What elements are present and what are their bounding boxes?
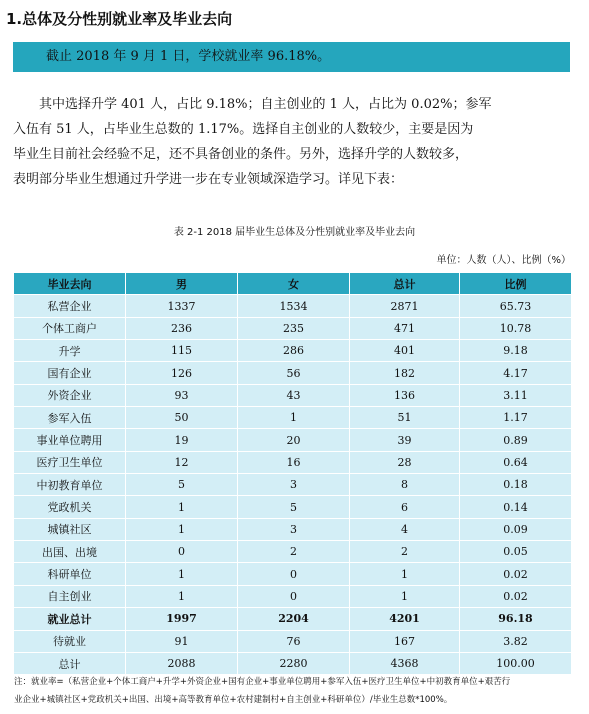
value-cell: 1 — [350, 563, 460, 585]
table-header-row — [14, 273, 572, 295]
value-cell: 1.17 — [460, 407, 572, 429]
value-cell: 1 — [126, 496, 238, 518]
value-cell: 0 — [126, 541, 238, 563]
value-cell: 19 — [126, 429, 238, 451]
value-cell: 115 — [126, 340, 238, 362]
value-cell: 1 — [238, 407, 350, 429]
value-cell: 4368 — [350, 652, 460, 674]
value-cell: 4201 — [350, 608, 460, 630]
table-caption: 表 2-1 2018 届毕业生总体及分性别就业率及毕业去向 — [173, 227, 416, 238]
value-cell: 1 — [126, 585, 238, 607]
value-cell: 1 — [350, 585, 460, 607]
destination-cell: 出国、出境 — [14, 541, 126, 563]
destination-cell: 医疗卫生单位 — [14, 451, 126, 473]
value-cell: 0 — [238, 585, 350, 607]
summary-paragraph — [13, 92, 576, 192]
table-row — [14, 340, 572, 362]
value-cell: 0.89 — [460, 429, 572, 451]
table-row — [14, 451, 572, 473]
value-cell: 96.18 — [460, 608, 572, 630]
column-header: 总计 — [350, 273, 460, 295]
footnote — [14, 673, 579, 709]
employment-rate-banner: 截止 2018 年 9 月 1 日，学校就业率 96.18%。 — [13, 42, 570, 72]
value-cell: 4 — [350, 518, 460, 540]
value-cell: 3.11 — [460, 384, 572, 406]
destination-cell: 就业总计 — [14, 608, 126, 630]
destination-cell: 国有企业 — [14, 362, 126, 384]
value-cell: 1337 — [126, 295, 238, 317]
employment-table — [13, 272, 572, 675]
value-cell: 65.73 — [460, 295, 572, 317]
value-cell: 5 — [126, 474, 238, 496]
table-row — [14, 384, 572, 406]
table-row — [14, 474, 572, 496]
value-cell: 76 — [238, 630, 350, 652]
paragraph-line: 表明部分毕业生想通过升学进一步在专业领域深造学习。详见下表： — [13, 172, 404, 187]
table-row — [14, 585, 572, 607]
value-cell: 43 — [238, 384, 350, 406]
destination-cell: 私营企业 — [14, 295, 126, 317]
value-cell: 235 — [238, 317, 350, 339]
value-cell: 0.05 — [460, 541, 572, 563]
table-body — [14, 295, 572, 675]
value-cell: 126 — [126, 362, 238, 384]
value-cell: 3 — [238, 518, 350, 540]
value-cell: 56 — [238, 362, 350, 384]
value-cell: 10.78 — [460, 317, 572, 339]
destination-cell: 事业单位聘用 — [14, 429, 126, 451]
value-cell: 100.00 — [460, 652, 572, 674]
value-cell: 3.82 — [460, 630, 572, 652]
footnote-line: 注：就业率=（私营企业+个体工商户+升学+外资企业+国有企业+事业单位聘用+参军入伍+医疗卫生单位+中初教育单位+艰苦行 — [14, 677, 511, 687]
value-cell: 0.14 — [460, 496, 572, 518]
destination-cell: 参军入伍 — [14, 407, 126, 429]
value-cell: 2280 — [238, 652, 350, 674]
value-cell: 1 — [126, 518, 238, 540]
column-header: 比例 — [460, 273, 572, 295]
value-cell: 91 — [126, 630, 238, 652]
destination-cell: 科研单位 — [14, 563, 126, 585]
table-row — [14, 652, 572, 674]
section-heading: 1.总体及分性别就业率及毕业去向 — [6, 10, 233, 28]
value-cell: 93 — [126, 384, 238, 406]
table-row — [14, 317, 572, 339]
table-row — [14, 518, 572, 540]
value-cell: 1534 — [238, 295, 350, 317]
value-cell: 0 — [238, 563, 350, 585]
value-cell: 8 — [350, 474, 460, 496]
value-cell: 0.18 — [460, 474, 572, 496]
footnote-line: 业企业+城镇社区+党政机关+出国、出境+高等教育单位+农村建制村+自主创业+科研单位）/毕业生总数*100%。 — [14, 695, 453, 705]
value-cell: 471 — [350, 317, 460, 339]
destination-cell: 城镇社区 — [14, 518, 126, 540]
value-cell: 2 — [238, 541, 350, 563]
value-cell: 286 — [238, 340, 350, 362]
unit-label: 单位：人数（人）、比例（%） — [436, 255, 571, 266]
paragraph-line: 毕业生目前社会经验不足，还不具备创业的条件。另外，选择升学的人数较多， — [13, 147, 469, 162]
value-cell: 16 — [238, 451, 350, 473]
destination-cell: 外资企业 — [14, 384, 126, 406]
value-cell: 1 — [126, 563, 238, 585]
table-row — [14, 608, 572, 630]
destination-cell: 待就业 — [14, 630, 126, 652]
value-cell: 2204 — [238, 608, 350, 630]
value-cell: 4.17 — [460, 362, 572, 384]
value-cell: 1997 — [126, 608, 238, 630]
paragraph-line: 其中选择升学 401 人，占比 9.18%；自主创业的 1 人，占比为 0.02%；参军 — [39, 97, 492, 112]
destination-cell: 自主创业 — [14, 585, 126, 607]
column-header: 毕业去向 — [14, 273, 126, 295]
value-cell: 3 — [238, 474, 350, 496]
value-cell: 20 — [238, 429, 350, 451]
destination-cell: 升学 — [14, 340, 126, 362]
table-row — [14, 429, 572, 451]
table-row — [14, 362, 572, 384]
value-cell: 6 — [350, 496, 460, 518]
table-row — [14, 541, 572, 563]
value-cell: 136 — [350, 384, 460, 406]
column-header: 男 — [126, 273, 238, 295]
value-cell: 182 — [350, 362, 460, 384]
value-cell: 0.02 — [460, 585, 572, 607]
table-row — [14, 563, 572, 585]
value-cell: 12 — [126, 451, 238, 473]
value-cell: 401 — [350, 340, 460, 362]
value-cell: 0.09 — [460, 518, 572, 540]
table-row — [14, 630, 572, 652]
table-row — [14, 496, 572, 518]
value-cell: 28 — [350, 451, 460, 473]
column-header: 女 — [238, 273, 350, 295]
destination-cell: 中初教育单位 — [14, 474, 126, 496]
value-cell: 236 — [126, 317, 238, 339]
paragraph-line: 入伍有 51 人，占毕业生总数的 1.17%。选择自主创业的人数较少，主要是因为 — [13, 122, 474, 137]
value-cell: 9.18 — [460, 340, 572, 362]
value-cell: 2088 — [126, 652, 238, 674]
value-cell: 0.02 — [460, 563, 572, 585]
value-cell: 0.64 — [460, 451, 572, 473]
value-cell: 51 — [350, 407, 460, 429]
value-cell: 2 — [350, 541, 460, 563]
table-row — [14, 407, 572, 429]
value-cell: 50 — [126, 407, 238, 429]
destination-cell: 总计 — [14, 652, 126, 674]
value-cell: 167 — [350, 630, 460, 652]
table-row — [14, 295, 572, 317]
value-cell: 39 — [350, 429, 460, 451]
destination-cell: 党政机关 — [14, 496, 126, 518]
value-cell: 2871 — [350, 295, 460, 317]
destination-cell: 个体工商户 — [14, 317, 126, 339]
value-cell: 5 — [238, 496, 350, 518]
